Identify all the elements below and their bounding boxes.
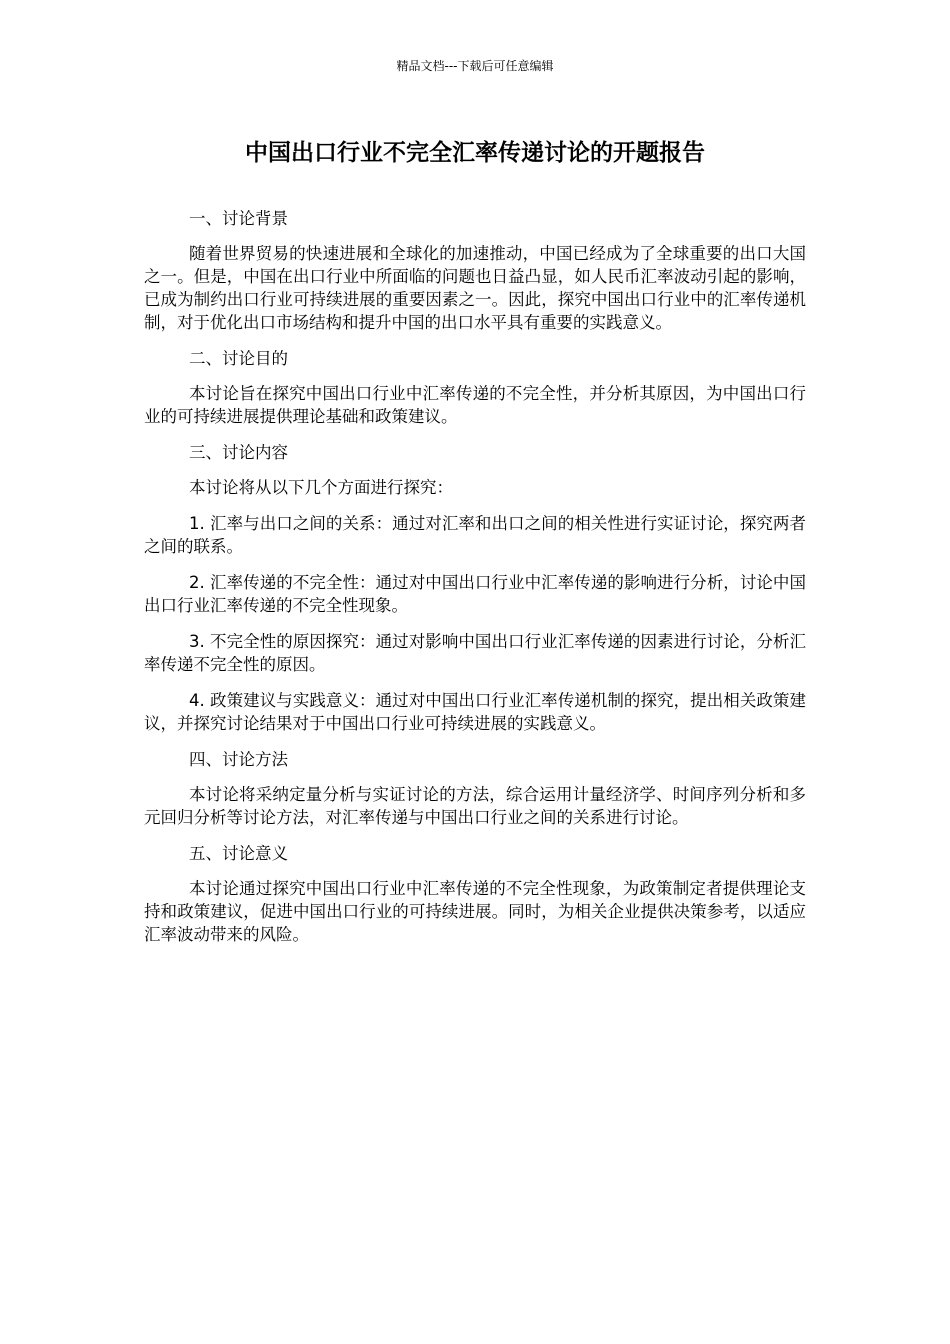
section-heading-method: 四、讨论方法 — [189, 750, 288, 769]
background-paragraph: 随着世界贸易的快速进展和全球化的加速推动，中国已经成为了全球重要的出口大国之一。但是，中国在出口行业中所面临的问题也日益凸显，如人民币汇率波动引起的影响，已成为制约出口行业可持续进展的重要因素之一。因此，探究中国出口行业中的汇率传递机制，对于优化出口市场结构和提升中国的出口水平具有重要的实践意义。 — [144, 244, 806, 332]
content-item-3: 3. 不完全性的原因探究：通过对影响中国出口行业汇率传递的因素进行讨论，分析汇率传递不完全性的原因。 — [144, 632, 806, 674]
content-item-1: 1. 汇率与出口之间的关系：通过对汇率和出口之间的相关性进行实证讨论，探究两者之间的联系。 — [144, 514, 806, 556]
section-heading-background: 一、讨论背景 — [189, 209, 288, 228]
method-paragraph: 本讨论将采纳定量分析与实证讨论的方法，综合运用计量经济学、时间序列分析和多元回归分析等讨论方法，对汇率传递与中国出口行业之间的关系进行讨论。 — [144, 785, 806, 827]
content-item-2: 2. 汇率传递的不完全性：通过对中国出口行业中汇率传递的影响进行分析，讨论中国出口行业汇率传递的不完全性现象。 — [144, 573, 806, 615]
section-heading-significance: 五、讨论意义 — [189, 844, 288, 863]
purpose-paragraph: 本讨论旨在探究中国出口行业中汇率传递的不完全性，并分析其原因，为中国出口行业的可持续进展提供理论基础和政策建议。 — [144, 384, 806, 426]
significance-paragraph: 本讨论通过探究中国出口行业中汇率传递的不完全性现象，为政策制定者提供理论支持和政策建议，促进中国出口行业的可持续进展。同时，为相关企业提供决策参考，以适应汇率波动带来的风险。 — [144, 879, 806, 944]
header-note: 精品文档---下载后可任意编辑 — [396, 59, 554, 73]
document-body — [144, 207, 806, 959]
content-intro: 本讨论将从以下几个方面进行探究： — [189, 478, 453, 497]
document-title: 中国出口行业不完全汇率传递讨论的开题报告 — [245, 140, 705, 166]
section-heading-content: 三、讨论内容 — [189, 443, 288, 462]
content-item-4: 4. 政策建议与实践意义：通过对中国出口行业汇率传递机制的探究，提出相关政策建议，并探究讨论结果对于中国出口行业可持续进展的实践意义。 — [144, 691, 806, 733]
section-heading-purpose: 二、讨论目的 — [189, 349, 288, 368]
